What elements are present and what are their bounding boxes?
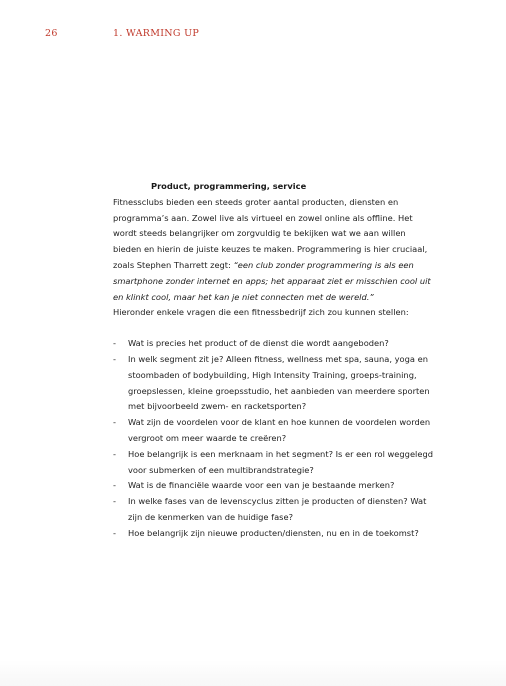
list-item bbox=[113, 478, 433, 494]
question-text: In welke fases van de levenscyclus zitten je producten of diensten? Wat zijn de kenmerken van de huidige fase? bbox=[128, 496, 427, 522]
bullet-dash: - bbox=[113, 417, 116, 428]
chapter-title: 1. WARMING UP bbox=[113, 28, 200, 39]
tharrett-quote: “een club zonder programmering is als een smartphone zonder internet en apps; het apparaat ziet er misschien cool uit en klinkt cool, maar het kan je niet connecten met de wereld.” bbox=[113, 259, 431, 302]
list-item bbox=[113, 336, 433, 352]
list-item bbox=[113, 526, 433, 542]
list-item bbox=[113, 494, 433, 526]
bullet-dash: - bbox=[113, 496, 116, 507]
list-item bbox=[113, 447, 433, 479]
section-body bbox=[113, 179, 433, 542]
question-text: Wat zijn de voordelen voor de klant en hoe kunnen de voordelen worden vergroot om meer waarde te creëren? bbox=[128, 417, 431, 443]
bullet-dash: - bbox=[113, 338, 116, 349]
question-text: Wat is precies het product of de dienst die wordt aangeboden? bbox=[128, 338, 389, 349]
running-header bbox=[0, 28, 506, 42]
questions-lead-in: Hieronder enkele vragen die een fitnessbedrijf zich zou kunnen stellen: bbox=[113, 307, 409, 318]
bullet-dash: - bbox=[113, 448, 116, 459]
list-item bbox=[113, 352, 433, 415]
bullet-dash: - bbox=[113, 527, 116, 538]
question-text: Hoe belangrijk zijn nieuwe producten/diensten, nu en in de toekomst? bbox=[128, 527, 419, 538]
question-text: Hoe belangrijk is een merknaam in het segment? Is er een rol weggelegd voor submerken of een multibrandstrategie? bbox=[128, 448, 433, 475]
intro-paragraph bbox=[113, 195, 433, 306]
page-number: 26 bbox=[45, 28, 58, 39]
bullet-dash: - bbox=[113, 480, 116, 491]
question-text: Wat is de financiële waarde voor een van je bestaande merken? bbox=[128, 480, 395, 491]
question-list bbox=[113, 336, 433, 541]
intro-text: Fitnessclubs bieden een steeds groter aantal producten, diensten en programma’s aan. Zowel live als virtueel en zowel online als offline. Het wordt steeds belangrijker om zorgvuldig te bekijken wat we aan willen bieden en hierin de juiste keuzes te maken. Programmering is hier cruciaal, zoals Stephen Tharrett zegt: bbox=[113, 196, 428, 270]
section-heading: Product, programmering, service bbox=[151, 181, 307, 191]
question-text: In welk segment zit je? Alleen fitness, wellness met spa, sauna, yoga en stoombaden of bodybuilding, High Intensity Training, groeps-training, groepslessen, kleine groepsstudio, het aanbieden van meerdere sporten met bijvoorbeeld zwem- en racketsporten? bbox=[128, 353, 430, 412]
bullet-dash: - bbox=[113, 353, 116, 364]
list-item bbox=[113, 415, 433, 447]
